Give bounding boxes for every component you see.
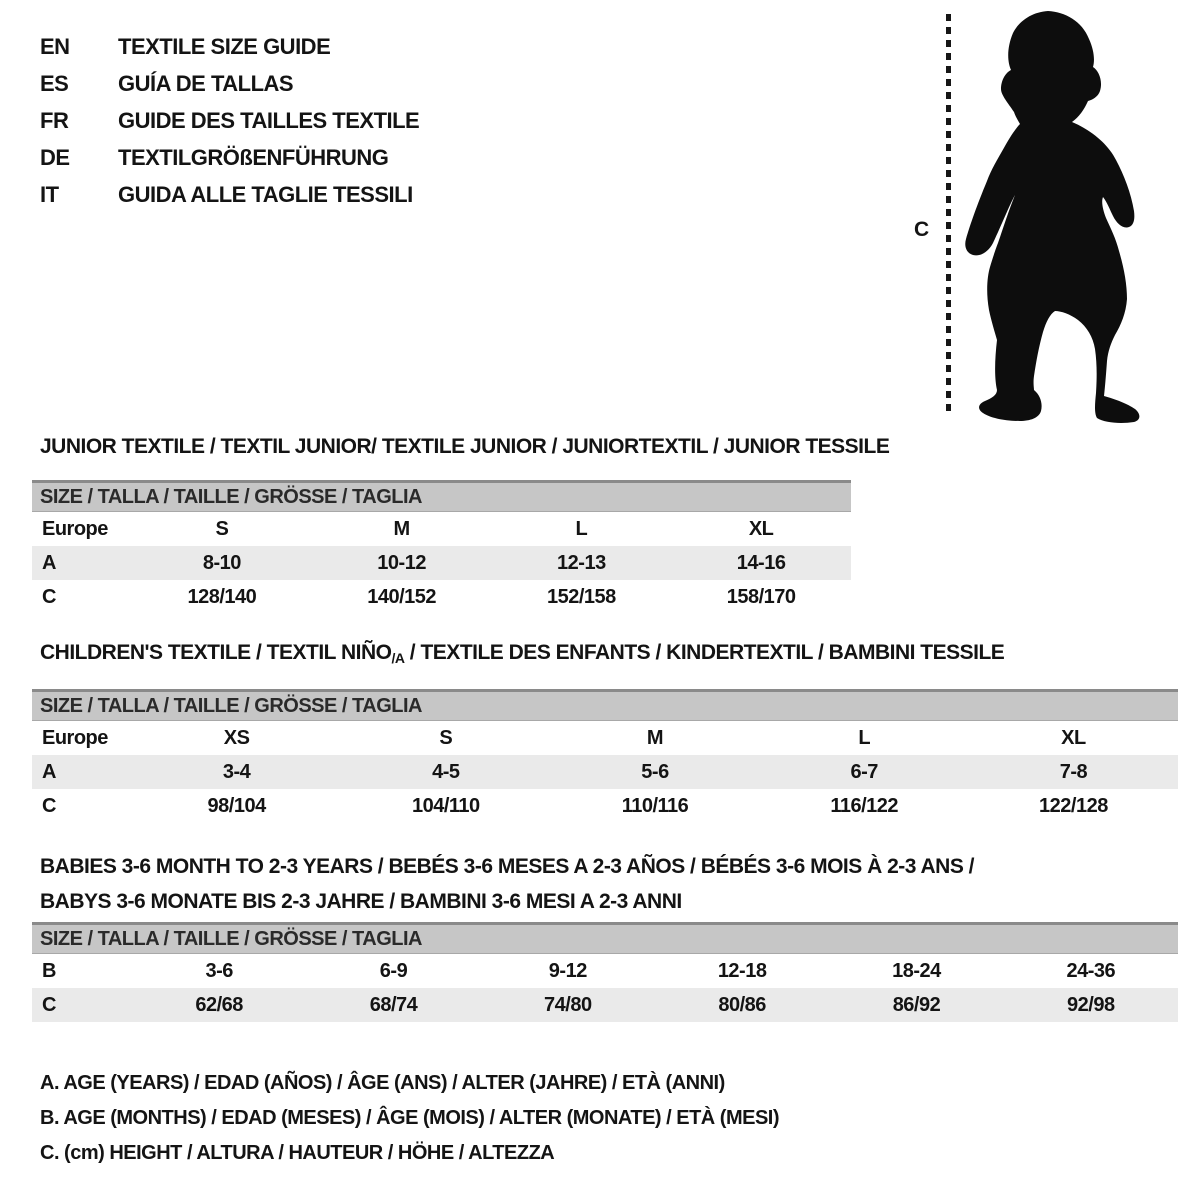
row-label: C: [42, 993, 56, 1016]
junior-section-title: JUNIOR TEXTILE / TEXTIL JUNIOR/ TEXTILE JUNIOR / JUNIORTEXTIL / JUNIOR TESSILE: [40, 435, 890, 458]
babies-row-height: [32, 988, 1178, 1022]
table-cell: 24-36: [1066, 959, 1116, 982]
babies-row-months: [32, 954, 1178, 988]
children-row-height: [32, 789, 1178, 823]
table-cell: 12-18: [717, 959, 767, 982]
size-col-header: L: [575, 517, 588, 540]
row-label: B: [42, 959, 56, 982]
legend-line-height-cm: C. (cm) HEIGHT / ALTURA / HAUTEUR / HÖHE / ALTEZZA: [40, 1142, 555, 1164]
row-label: A: [42, 760, 56, 783]
children-title-prefix: CHILDREN'S TEXTILE / TEXTIL NIÑO: [40, 641, 392, 664]
language-title: GUÍA DE TALLAS: [118, 70, 294, 96]
junior-size-table: [32, 480, 851, 614]
table-cell: 18-24: [892, 959, 941, 982]
table-cell: 92/98: [1067, 993, 1115, 1016]
table-cell: 5-6: [641, 760, 669, 783]
row-label: A: [42, 551, 56, 574]
table-cell: 116/122: [830, 794, 899, 817]
table-cell: 7-8: [1059, 760, 1088, 783]
language-code: ES: [40, 70, 69, 96]
size-col-header: S: [439, 726, 453, 749]
babies-section-title: [40, 849, 974, 919]
table-cell: 12-13: [557, 551, 606, 574]
table-cell: 152/158: [546, 585, 616, 608]
language-title: TEXTILGRÖßENFÜHRUNG: [118, 144, 389, 170]
language-title: TEXTILE SIZE GUIDE: [118, 33, 331, 59]
size-col-header: M: [393, 517, 410, 540]
height-measure-label: C: [914, 218, 930, 241]
row-label: Europe: [42, 517, 108, 540]
language-code: FR: [40, 107, 69, 133]
size-col-header: XS: [223, 726, 250, 749]
babies-title-line1: BABIES 3-6 MONTH TO 2-3 YEARS / BEBÉS 3-6 MESES A 2-3 AÑOS / BÉBÉS 3-6 MOIS À 2-3 ANS /: [40, 855, 975, 878]
babies-size-table: [32, 922, 1178, 1022]
table-cell: 74/80: [544, 993, 592, 1016]
language-row-en: [40, 28, 419, 65]
language-code: EN: [40, 33, 70, 59]
children-row-age: [32, 755, 1178, 789]
children-size-bar: SIZE / TALLA / TAILLE / GRÖSSE / TAGLIA: [32, 689, 1178, 721]
table-cell: 128/140: [187, 585, 257, 608]
size-col-header: XL: [748, 517, 774, 540]
table-cell: 140/152: [367, 585, 437, 608]
table-cell: 14-16: [736, 551, 786, 574]
children-size-table: [32, 689, 1178, 823]
junior-row-age: [32, 546, 851, 580]
table-cell: 9-12: [548, 959, 587, 982]
junior-row-height: [32, 580, 851, 614]
children-section-title: [40, 641, 1004, 670]
table-cell: 6-7: [850, 760, 878, 783]
table-cell: 98/104: [207, 794, 266, 817]
language-row-it: [40, 176, 419, 213]
table-cell: 8-10: [202, 551, 241, 574]
table-cell: 10-12: [377, 551, 426, 574]
children-title-suffix: / TEXTILE DES ENFANTS / KINDERTEXTIL / BAMBINI TESSILE: [404, 641, 1005, 664]
table-cell: 3-4: [222, 760, 251, 783]
language-title-block: [40, 28, 419, 213]
table-cell: 110/116: [621, 794, 689, 817]
children-header-row: [32, 721, 1178, 755]
legend-line-age-years: A. AGE (YEARS) / EDAD (AÑOS) / ÂGE (ANS) / ALTER (JAHRE) / ETÀ (ANNI): [40, 1072, 725, 1094]
language-row-fr: [40, 102, 419, 139]
toddler-silhouette-icon: [945, 5, 1145, 425]
language-code: IT: [40, 181, 59, 207]
table-cell: 158/170: [726, 585, 796, 608]
size-col-header: L: [858, 726, 871, 749]
children-title-subscript: /A: [391, 650, 405, 666]
language-code: DE: [40, 144, 70, 170]
table-cell: 80/86: [718, 993, 766, 1016]
table-cell: 68/74: [369, 993, 418, 1016]
table-cell: 4-5: [432, 760, 460, 783]
legend-block: [40, 1066, 779, 1171]
table-cell: 86/92: [892, 993, 941, 1016]
size-col-header: S: [215, 517, 229, 540]
size-col-header: M: [646, 726, 664, 749]
row-label: C: [42, 794, 56, 817]
table-cell: 62/68: [195, 993, 243, 1016]
babies-title-line2: BABYS 3-6 MONATE BIS 2-3 JAHRE / BAMBINI 3-6 MESI A 2-3 ANNI: [40, 890, 682, 913]
language-row-de: [40, 139, 419, 176]
language-row-es: [40, 65, 419, 102]
junior-size-bar: SIZE / TALLA / TAILLE / GRÖSSE / TAGLIA: [32, 480, 851, 512]
row-label: Europe: [42, 726, 108, 749]
table-cell: 104/110: [411, 794, 480, 817]
table-cell: 122/128: [1039, 794, 1108, 817]
row-label: C: [42, 585, 56, 608]
language-title: GUIDE DES TAILLES TEXTILE: [118, 107, 420, 133]
table-cell: 3-6: [205, 959, 233, 982]
size-col-header: XL: [1061, 726, 1086, 749]
babies-size-bar: SIZE / TALLA / TAILLE / GRÖSSE / TAGLIA: [32, 922, 1178, 954]
legend-line-age-months: B. AGE (MONTHS) / EDAD (MESES) / ÂGE (MOIS) / ALTER (MONATE) / ETÀ (MESI): [40, 1107, 780, 1129]
junior-header-row: [32, 512, 851, 546]
table-cell: 6-9: [379, 959, 408, 982]
language-title: GUIDA ALLE TAGLIE TESSILI: [118, 181, 413, 207]
